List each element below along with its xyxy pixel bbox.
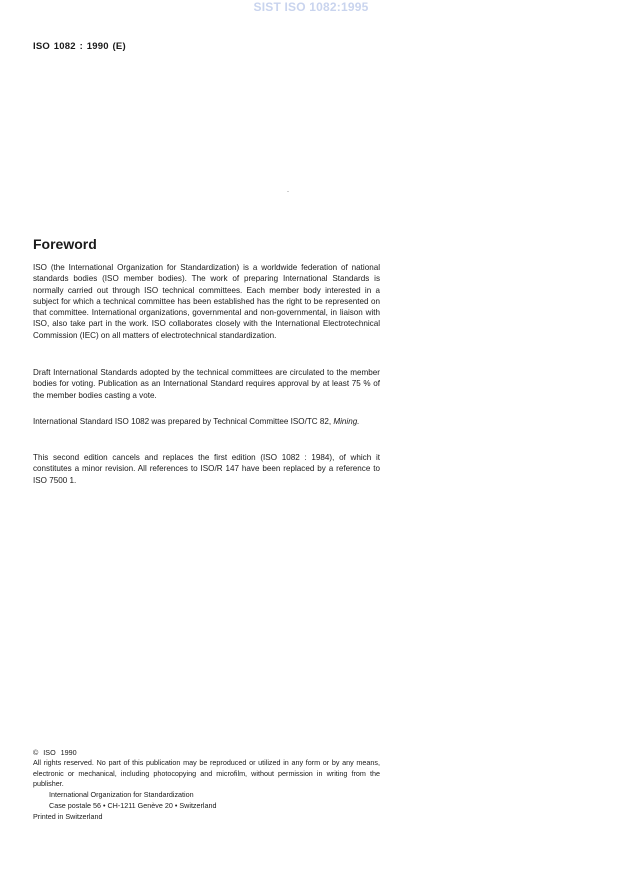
paragraph-draft-standards: Draft International Standards adopted by the technical committees are circulated to the member bodies for voting. Publication as an International Standard requires approval by at least 75 % of the member bodies casting a vote. (33, 368, 380, 400)
publisher-name: International Organization for Standardization (49, 790, 194, 799)
watermark: SIST ISO 1082:1995 (253, 0, 369, 14)
publisher-address-block (49, 790, 217, 811)
scan-speck (287, 191, 289, 192)
paragraph-prepared-by (33, 416, 380, 427)
document-id: ISO 1082 : 1990 (E) (33, 41, 126, 52)
copyright-notice: © ISO 1990 (33, 748, 77, 757)
paragraph-edition-note: This second edition cancels and replaces the first edition (ISO 1082 : 1984), of which it constitutes a minor revision. All references to ISO/R 147 have been replaced by a reference to ISO 7500 1. (33, 453, 380, 485)
committee-name: Mining. (333, 417, 360, 426)
rights-statement: All rights reserved. No part of this publication may be reproduced or utilized in any form or by any means, electronic or mechanical, including photocopying and microfilm, without permission in writing from the publisher. (33, 758, 380, 789)
prepared-by-text: International Standard ISO 1082 was prepared by Technical Committee ISO/TC 82, (33, 417, 332, 426)
publisher-address: Case postale 56 • CH-1211 Genève 20 • Switzerland (49, 800, 217, 810)
foreword-heading: Foreword (33, 236, 97, 252)
paragraph-iso-federation: ISO (the International Organization for Standardization) is a worldwide federation of national standards bodies (ISO member bodies). The work of preparing International Standards is normally carried out through ISO technical committees. Each member body interested in a subject for which a technical committee has been established has the right to be represented on that committee. International organizations, governmental and non-governmental, in liaison with ISO, also take part in the work. ISO collaborates closely with the International Electrotechnical Commission (IEC) on all matters of electrotechnical standardization. (33, 263, 380, 340)
printed-in-note: Printed in Switzerland (33, 812, 103, 821)
